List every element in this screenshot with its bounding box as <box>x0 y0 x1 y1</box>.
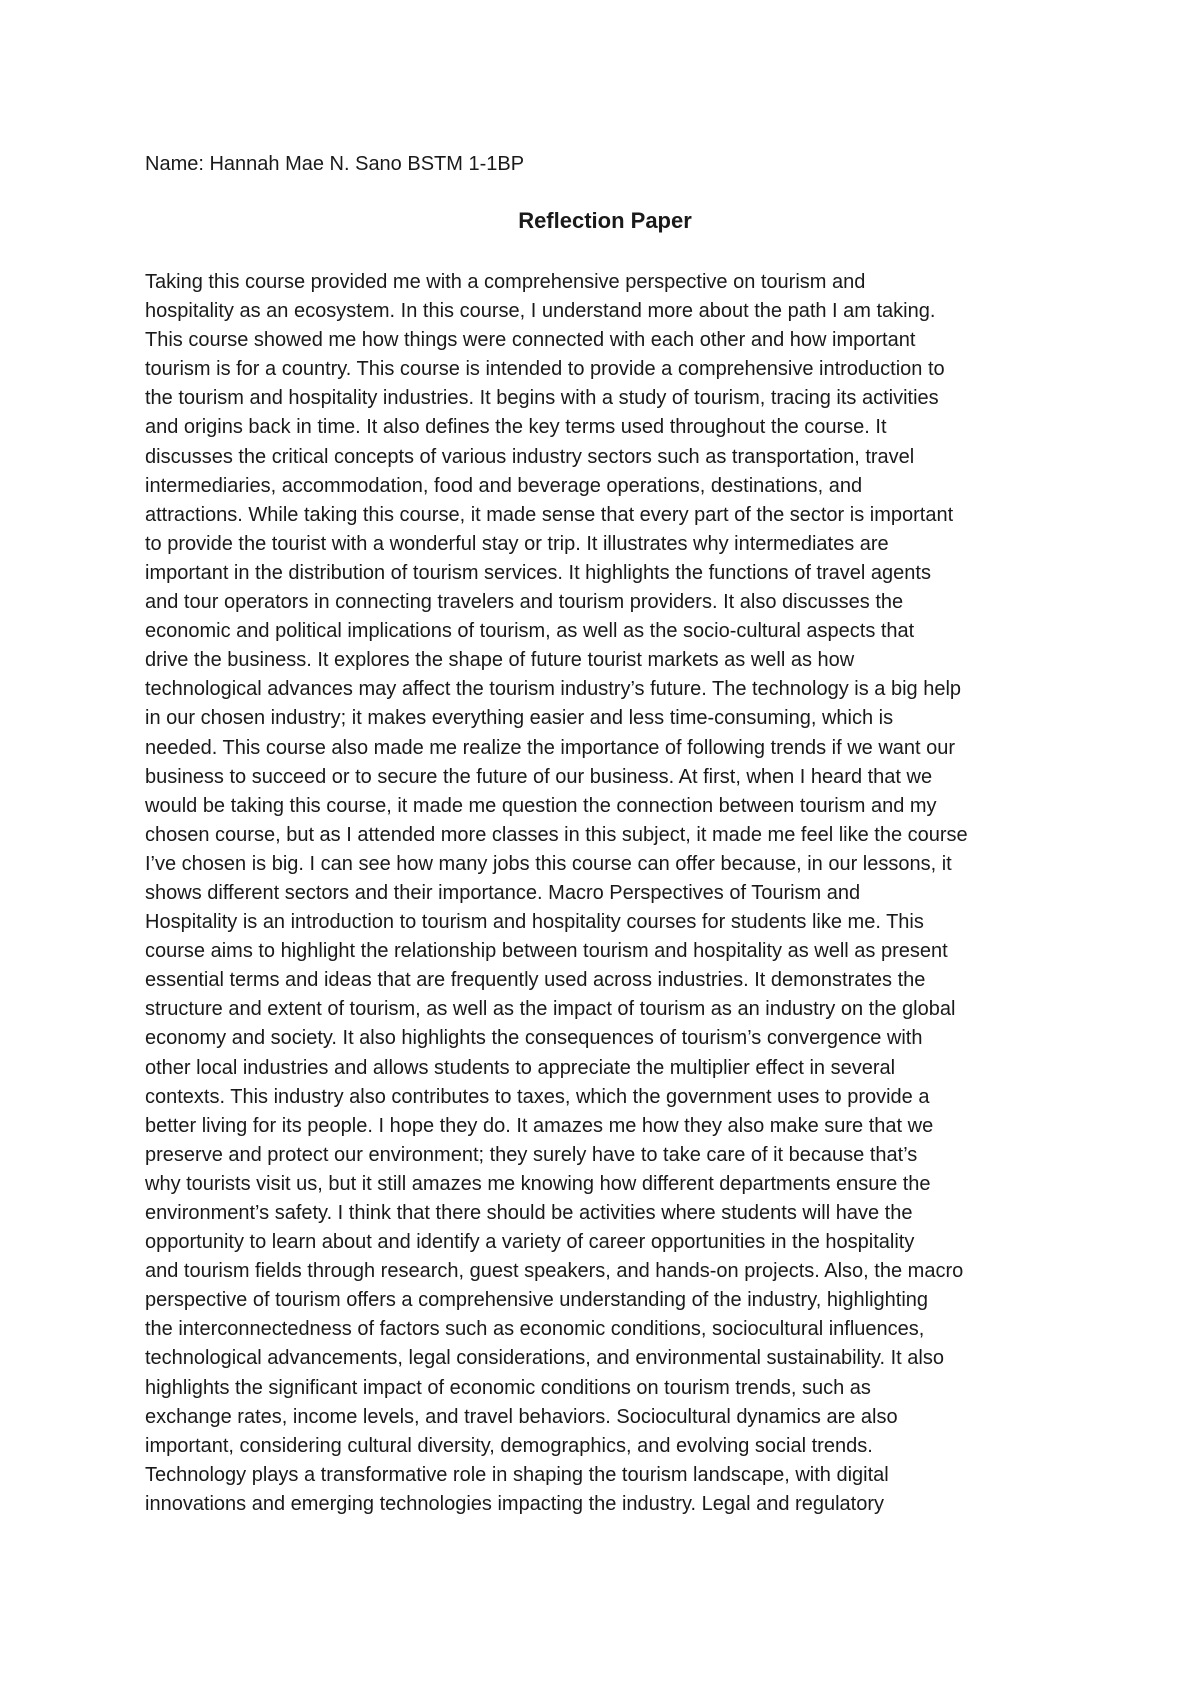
body-line: technological advancements, legal considerations, and environmental sustainability. It also <box>145 1347 944 1370</box>
body-line: Technology plays a transformative role in shaping the tourism landscape, with digital <box>145 1463 889 1486</box>
page-title: Reflection Paper <box>518 208 692 233</box>
body-line: perspective of tourism offers a comprehensive understanding of the industry, highlighting <box>145 1289 929 1312</box>
body-line: intermediaries, accommodation, food and beverage operations, destinations, and <box>145 474 863 497</box>
body-line: I’ve chosen is big. I can see how many jobs this course can offer because, in our lessons, it <box>145 852 952 875</box>
body-line: the tourism and hospitality industries. It begins with a study of tourism, tracing its activities <box>145 387 939 410</box>
body-line: course aims to highlight the relationship between tourism and hospitality as well as present <box>145 940 948 963</box>
body-line: better living for its people. I hope they do. It amazes me how they also make sure that we <box>145 1114 934 1137</box>
body-line: discusses the critical concepts of various industry sectors such as transportation, travel <box>145 445 915 468</box>
body-line: economic and political implications of tourism, as well as the socio-cultural aspects that <box>145 620 915 643</box>
body-line: attractions. While taking this course, it made sense that every part of the sector is important <box>145 503 954 526</box>
body-line: opportunity to learn about and identify a variety of career opportunities in the hospitality <box>145 1231 915 1254</box>
body-line: innovations and emerging technologies impacting the industry. Legal and regulatory <box>145 1492 884 1515</box>
body-line: and origins back in time. It also defines the key terms used throughout the course. It <box>145 416 887 439</box>
body-line: important in the distribution of tourism services. It highlights the functions of travel agents <box>145 561 931 584</box>
body-line: highlights the significant impact of economic conditions on tourism trends, such as <box>145 1376 871 1399</box>
body-line: shows different sectors and their importance. Macro Perspectives of Tourism and <box>145 881 861 904</box>
body-line: Taking this course provided me with a comprehensive perspective on tourism and <box>145 271 866 293</box>
body-line: would be taking this course, it made me question the connection between tourism and my <box>145 794 937 817</box>
document-content <box>145 150 1065 1515</box>
body-line: structure and extent of tourism, as well as the impact of tourism as an industry on the global <box>145 998 956 1021</box>
body-line: hospitality as an ecosystem. In this course, I understand more about the path I am taking. <box>145 300 936 323</box>
body-line: drive the business. It explores the shape of future tourist markets as well as how <box>145 649 855 672</box>
body-line: technological advances may affect the tourism industry’s future. The technology is a big help <box>145 678 962 701</box>
body-line: and tour operators in connecting travelers and tourism providers. It also discusses the <box>145 591 904 614</box>
student-name-line: Name: Hannah Mae N. Sano BSTM 1-1BP <box>145 153 525 175</box>
body-line: preserve and protect our environment; they surely have to take care of it because that’s <box>145 1143 918 1166</box>
body-line: in our chosen industry; it makes everything easier and less time-consuming, which is <box>145 707 894 730</box>
body-line: environment’s safety. I think that there should be activities where students will have the <box>145 1202 913 1224</box>
body-line: This course showed me how things were connected with each other and how important <box>145 329 916 352</box>
body-line: important, considering cultural diversity, demographics, and evolving social trends. <box>145 1434 873 1457</box>
body-line: exchange rates, income levels, and travel behaviors. Sociocultural dynamics are also <box>145 1405 898 1428</box>
body-line: to provide the tourist with a wonderful stay or trip. It illustrates why intermediates are <box>145 532 889 555</box>
body-line: contexts. This industry also contributes to taxes, which the government uses to provide a <box>145 1085 930 1108</box>
body-line: and tourism fields through research, guest speakers, and hands-on projects. Also, the macro <box>145 1260 964 1283</box>
body-line: business to succeed or to secure the future of our business. At first, when I heard that we <box>145 765 933 788</box>
body-line: why tourists visit us, but it still amazes me knowing how different departments ensure the <box>145 1172 931 1195</box>
reflection-body <box>145 268 1065 1519</box>
body-line: tourism is for a country. This course is intended to provide a comprehensive introduction to <box>145 358 945 381</box>
body-line: essential terms and ideas that are frequently used across industries. It demonstrates the <box>145 969 926 992</box>
body-line: needed. This course also made me realize the importance of following trends if we want our <box>145 736 956 759</box>
body-line: other local industries and allows students to appreciate the multiplier effect in several <box>145 1056 896 1079</box>
body-line: the interconnectedness of factors such as economic conditions, sociocultural influences, <box>145 1318 925 1341</box>
body-line: chosen course, but as I attended more classes in this subject, it made me feel like the course <box>145 823 968 846</box>
body-line: economy and society. It also highlights the consequences of tourism’s convergence with <box>145 1027 923 1050</box>
body-line: Hospitality is an introduction to tourism and hospitality courses for students like me. This <box>145 911 924 934</box>
